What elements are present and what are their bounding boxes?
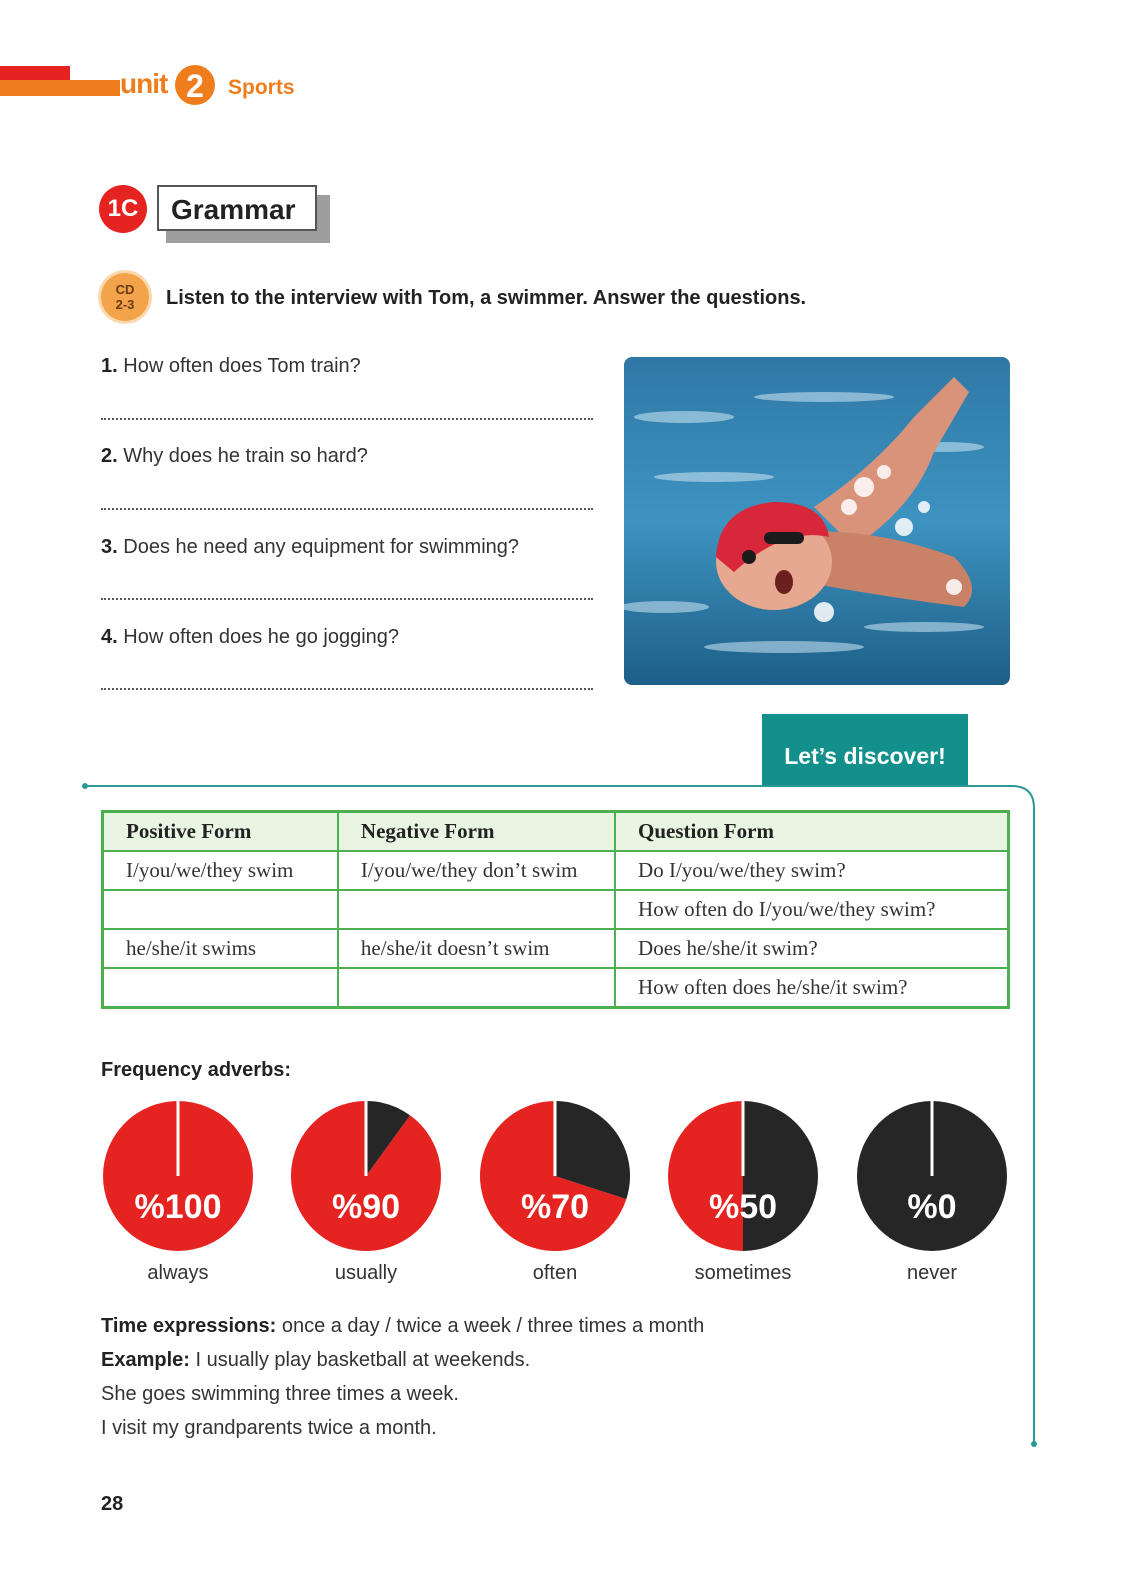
- answer-line-2[interactable]: [101, 508, 593, 510]
- table-cell: [103, 890, 338, 929]
- page-number: 28: [101, 1493, 124, 1515]
- answer-line-3[interactable]: [101, 598, 593, 600]
- frequency-pie-always: [102, 1100, 254, 1252]
- question-3: 3. Does he need any equipment for swimming?: [101, 536, 520, 558]
- table-cell: I/you/we/they swim: [103, 851, 338, 890]
- frequency-pie-usually: [290, 1100, 442, 1252]
- pie-graphic: [479, 1100, 631, 1252]
- header-positive: Positive Form: [103, 812, 338, 852]
- question-2: 2. Why does he train so hard?: [101, 445, 368, 467]
- table-cell: he/she/it swims: [103, 929, 338, 968]
- question-1: 1. How often does Tom train?: [101, 355, 361, 377]
- grammar-table: [101, 810, 1010, 1009]
- pie-percent-label: %0: [907, 1188, 957, 1226]
- table-row: [103, 929, 1009, 968]
- header-orange-bar: [0, 80, 120, 96]
- frequency-word-usually: usually: [334, 1262, 398, 1284]
- pie-percent-label: %90: [331, 1188, 401, 1226]
- table-cell: Do I/you/we/they swim?: [615, 851, 1008, 890]
- cd-label: CD: [115, 282, 135, 297]
- pie-graphic: [856, 1100, 1008, 1252]
- table-cell: I/you/we/they don’t swim: [338, 851, 615, 890]
- pie-filled-slice: [668, 1101, 743, 1251]
- table-cell: [103, 968, 338, 1008]
- pie-percent-label: %50: [708, 1188, 778, 1226]
- table-row: [103, 890, 1009, 929]
- lets-discover-tab: Let’s discover!: [762, 714, 968, 785]
- header-question: Question Form: [615, 812, 1008, 852]
- table-row: [103, 851, 1009, 890]
- header-negative: Negative Form: [338, 812, 615, 852]
- pie-percent-label: %70: [520, 1188, 590, 1226]
- section-badge: 1C: [99, 185, 147, 233]
- table-cell: [338, 968, 615, 1008]
- time-expressions: Time expressions: once a day / twice a week / three times a month: [101, 1315, 705, 1337]
- table-cell: How often does he/she/it swim?: [615, 968, 1008, 1008]
- frequency-pie-often: [479, 1100, 631, 1252]
- frequency-word-never: never: [906, 1262, 958, 1284]
- unit-title: Sports: [228, 76, 295, 99]
- table-cell: [338, 890, 615, 929]
- table-cell: Does he/she/it swim?: [615, 929, 1008, 968]
- frequency-title: Frequency adverbs:: [101, 1059, 292, 1081]
- pie-graphic: [667, 1100, 819, 1252]
- table-header-row: [103, 812, 1009, 852]
- frequency-pie-sometimes: [667, 1100, 819, 1252]
- example-line: Example: I usually play basketball at weekends.: [101, 1349, 531, 1371]
- table-cell: he/she/it doesn’t swim: [338, 929, 615, 968]
- exercise-instruction: Listen to the interview with Tom, a swimmer. Answer the questions.: [166, 287, 807, 309]
- unit-label: unit: [120, 68, 168, 99]
- swimmer-photo: [624, 357, 1010, 685]
- header-red-bar: [0, 66, 70, 81]
- cd-track: 2-3: [115, 297, 135, 312]
- pie-graphic: [290, 1100, 442, 1252]
- cd-audio-icon[interactable]: [101, 273, 149, 321]
- answer-line-1[interactable]: [101, 418, 593, 420]
- section-title: Grammar: [157, 185, 317, 231]
- example-sentence-2: I visit my grandparents twice a month.: [101, 1417, 437, 1439]
- example-sentence-1: She goes swimming three times a week.: [101, 1383, 459, 1405]
- frequency-word-often: often: [532, 1262, 578, 1284]
- answer-line-4[interactable]: [101, 688, 593, 690]
- frequency-word-sometimes: sometimes: [694, 1262, 792, 1284]
- table-row: [103, 968, 1009, 1008]
- question-4: 4. How often does he go jogging?: [101, 626, 400, 648]
- frequency-pie-never: [856, 1100, 1008, 1252]
- pie-empty-slice: [743, 1101, 818, 1251]
- unit-number-badge: 2: [175, 65, 215, 105]
- table-cell: How often do I/you/we/they swim?: [615, 890, 1008, 929]
- pie-graphic: [102, 1100, 254, 1252]
- pie-percent-label: %100: [134, 1188, 222, 1226]
- frequency-word-always: always: [147, 1262, 209, 1284]
